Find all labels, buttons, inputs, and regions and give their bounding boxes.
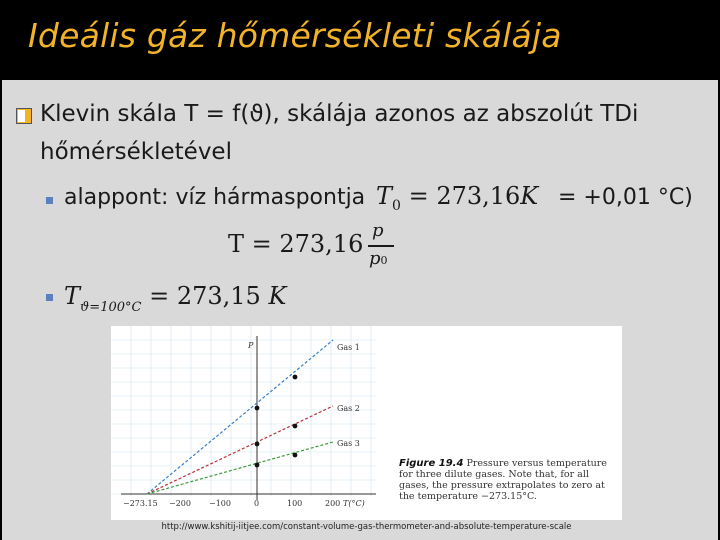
gas1-point-1 (255, 406, 260, 411)
x-axis-label: T(°C) (343, 499, 365, 508)
legend-gas3: Gas 3 (337, 439, 360, 448)
formula-t100-subscript: ϑ=100°C (80, 300, 142, 315)
bullet-marker (16, 108, 32, 124)
gas2-point-1 (255, 442, 260, 447)
gas3-point-2 (293, 453, 298, 458)
title-bar (0, 0, 720, 78)
gas1-line (147, 340, 333, 494)
formula-t0-symbol: T (376, 182, 393, 210)
legend-gas2: Gas 2 (337, 404, 360, 413)
main-bullet-text-2: hőmérsékletével (40, 139, 232, 165)
fraction-numerator: p (372, 220, 384, 241)
y-axis-label: P (248, 341, 254, 350)
sub-bullet-marker (46, 197, 53, 204)
fraction-bar (368, 245, 394, 247)
gas2-point-2 (293, 424, 298, 429)
source-url[interactable]: http://www.kshitij-iitjee.com/constant-volume-gas-thermometer-and-absolute-temperature-scale (161, 522, 572, 532)
figure-caption-title: Figure 19.4 (399, 458, 464, 469)
formula-t0 (376, 182, 538, 214)
figure-pressure-temperature (111, 326, 622, 520)
fraction-denominator-symbol: p (369, 248, 381, 269)
sub-bullet-text-1: alappont: víz hármaspontja (64, 185, 366, 210)
x-tick-2: −200 (169, 499, 191, 508)
x-tick-4: 0 (254, 499, 260, 508)
gas1-point-2 (293, 375, 298, 380)
x-tick-3: −100 (209, 499, 231, 508)
gas3-point-1 (255, 463, 260, 468)
formula-t100 (64, 282, 286, 315)
x-tick-6: 200 (325, 499, 341, 508)
formula-t100-unit: K (268, 282, 287, 310)
figure-caption-text: Pressure versus temperature for three dilute gases. Note that, for all gases, the pressure extrapolates to zero at the temperature −273.15°C. (399, 458, 607, 502)
formula-t0-unit: K (520, 182, 539, 210)
formula-t100-symbol: T (64, 282, 81, 310)
formula-t0-value: = 273,16 (408, 182, 521, 210)
fraction-denominator (369, 248, 388, 269)
x-tick-5: 100 (287, 499, 303, 508)
fraction-denominator-subscript: 0 (380, 254, 388, 267)
slide-title: Ideális gáz hőmérsékleti skálája (28, 16, 562, 55)
x-tick-1: −273.15 (123, 499, 158, 508)
formula-t100-value: = 273,15 (149, 282, 261, 310)
figure-caption (399, 458, 619, 502)
gas2-line (147, 406, 333, 494)
formula-t-ratio: T = 273,16 (228, 230, 364, 258)
sub-bullet-tail-1: = +0,01 °C) (558, 185, 693, 210)
formula-t0-subscript: 0 (392, 198, 401, 214)
legend-gas1: Gas 1 (337, 343, 360, 352)
sub-bullet-marker-2 (46, 294, 53, 301)
main-bullet-text: Klevin skála T = f(ϑ), skálája azonos az abszolút TDi (40, 101, 639, 127)
